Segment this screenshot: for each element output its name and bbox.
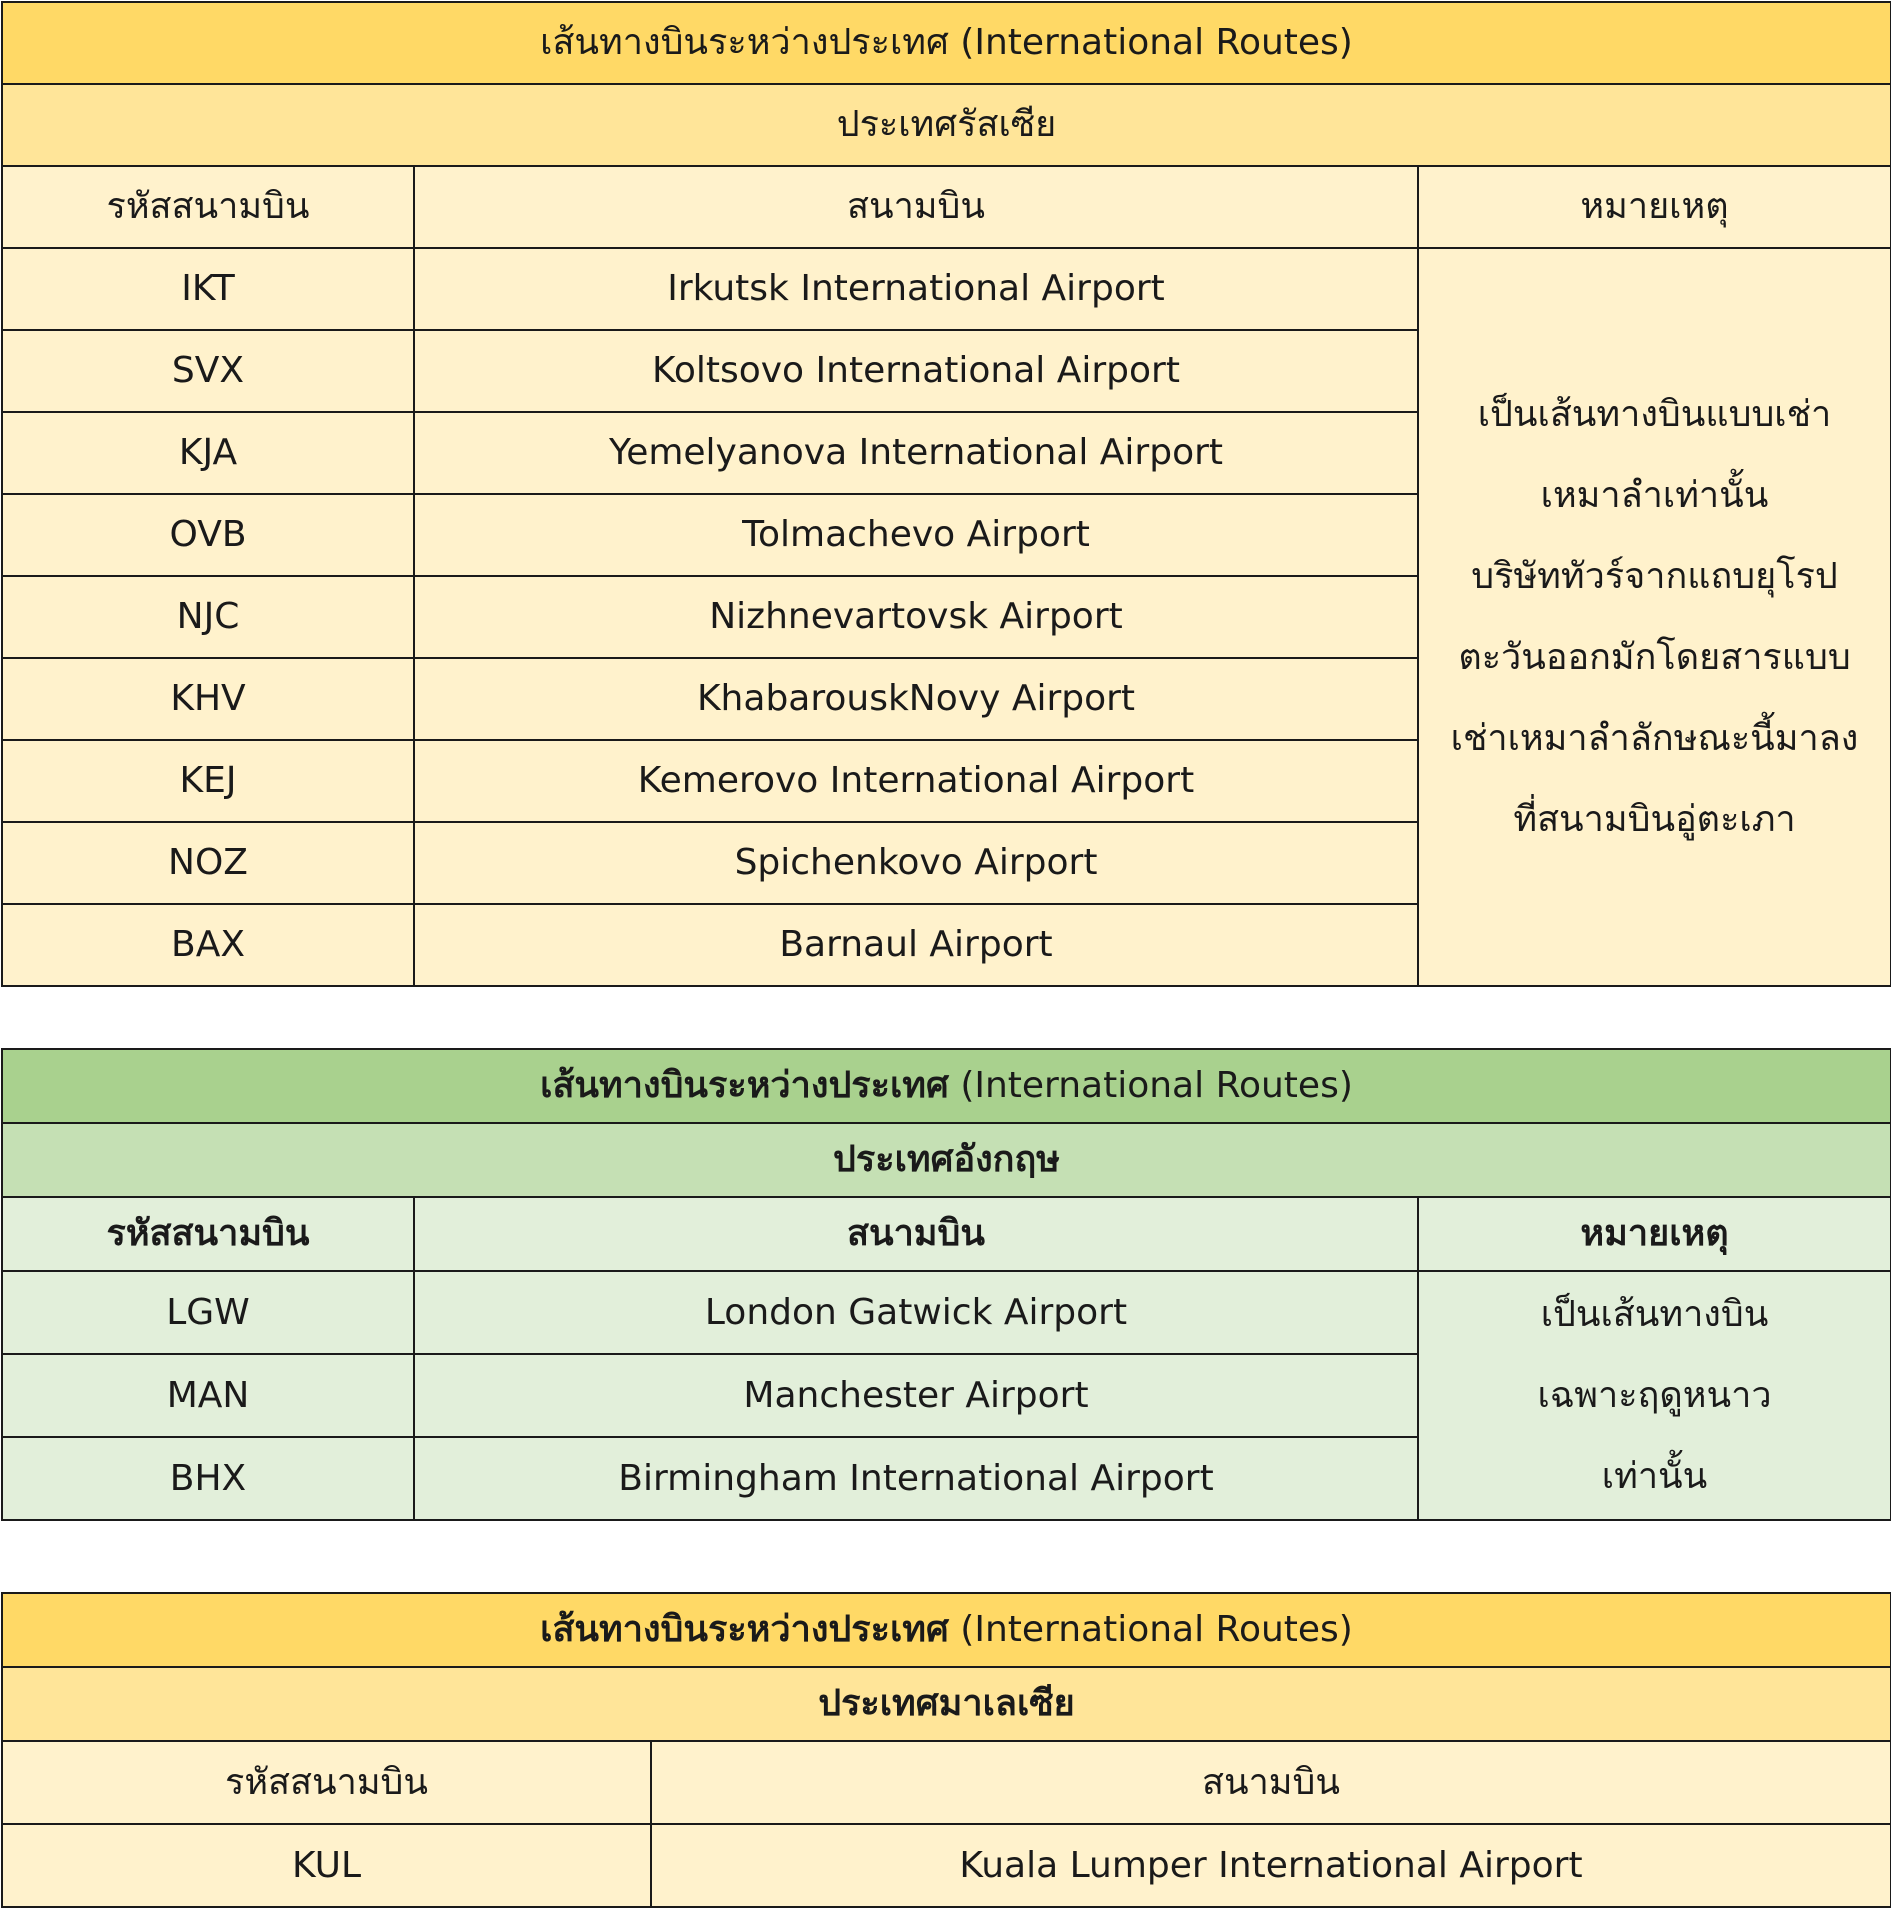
airport-name-cell: KhabarouskNovy Airport [414, 658, 1418, 740]
airport-code-cell: KUL [2, 1824, 651, 1907]
note-line: ที่สนามบินอู่ตะเภา [1513, 799, 1796, 840]
note-cell [1418, 248, 1891, 986]
airport-code-cell: NOZ [2, 822, 414, 904]
table-title-english: (International Routes) [960, 1065, 1353, 1107]
airport-name-cell: Koltsovo International Airport [414, 330, 1418, 412]
header-note: หมายเหตุ [1418, 166, 1891, 248]
note-line: บริษัททัวร์จากแถบยุโรป [1471, 556, 1838, 597]
country-heading: ประเทศอังกฤษ [2, 1123, 1891, 1197]
header-airport-name: สนามบิน [414, 166, 1418, 248]
country-heading: ประเทศรัสเซีย [2, 84, 1891, 166]
table-title-thai: เส้นทางบินระหว่างประเทศ [540, 1065, 949, 1107]
note-line: เท่านั้น [1601, 1456, 1708, 1497]
note-line: เป็นเส้นทางบินแบบเช่า [1477, 394, 1832, 435]
header-airport-code: รหัสสนามบิน [2, 166, 414, 248]
country-heading: ประเทศมาเลเซีย [2, 1667, 1891, 1741]
england-routes-table [1, 1048, 1891, 1521]
airport-code-cell: IKT [2, 248, 414, 330]
header-airport-code: รหัสสนามบิน [2, 1197, 414, 1271]
airport-name-cell: London Gatwick Airport [414, 1271, 1418, 1354]
airport-name-cell: Irkutsk International Airport [414, 248, 1418, 330]
airport-name-cell: Yemelyanova International Airport [414, 412, 1418, 494]
airport-name-cell: Kemerovo International Airport [414, 740, 1418, 822]
airport-name-cell: Birmingham International Airport [414, 1437, 1418, 1520]
header-airport-code: รหัสสนามบิน [2, 1741, 651, 1824]
airport-name-cell: Tolmachevo Airport [414, 494, 1418, 576]
airport-code-cell: OVB [2, 494, 414, 576]
airport-name-cell: Manchester Airport [414, 1354, 1418, 1437]
note-line: เช่าเหมาลำลักษณะนี้มาลง [1450, 718, 1859, 759]
note-line: เหมาลำเท่านั้น [1540, 475, 1769, 516]
airport-code-cell: BAX [2, 904, 414, 986]
malaysia-routes-table [1, 1592, 1891, 1908]
table-title: เส้นทางบินระหว่างประเทศ (International Routes) [2, 2, 1891, 84]
airport-code-cell: LGW [2, 1271, 414, 1354]
airport-code-cell: KEJ [2, 740, 414, 822]
table-title [2, 1593, 1891, 1667]
airport-code-cell: KJA [2, 412, 414, 494]
table-title-thai: เส้นทางบินระหว่างประเทศ [540, 1609, 949, 1651]
table-title [2, 1049, 1891, 1123]
airport-code-cell: SVX [2, 330, 414, 412]
airport-name-cell: Nizhnevartovsk Airport [414, 576, 1418, 658]
airport-name-cell: Spichenkovo Airport [414, 822, 1418, 904]
header-note: หมายเหตุ [1418, 1197, 1891, 1271]
airport-code-cell: NJC [2, 576, 414, 658]
airport-name-cell: Kuala Lumper International Airport [651, 1824, 1891, 1907]
table-title-english: (International Routes) [960, 1609, 1353, 1651]
note-line: เฉพาะฤดูหนาว [1537, 1375, 1772, 1416]
airport-name-cell: Barnaul Airport [414, 904, 1418, 986]
note-line: ตะวันออกมักโดยสารแบบ [1458, 637, 1851, 678]
header-airport-name: สนามบิน [414, 1197, 1418, 1271]
russia-routes-table [1, 1, 1891, 987]
header-airport-name: สนามบิน [651, 1741, 1891, 1824]
airport-code-cell: MAN [2, 1354, 414, 1437]
note-line: เป็นเส้นทางบิน [1540, 1294, 1769, 1335]
airport-code-cell: KHV [2, 658, 414, 740]
note-cell [1418, 1271, 1891, 1520]
airport-code-cell: BHX [2, 1437, 414, 1520]
